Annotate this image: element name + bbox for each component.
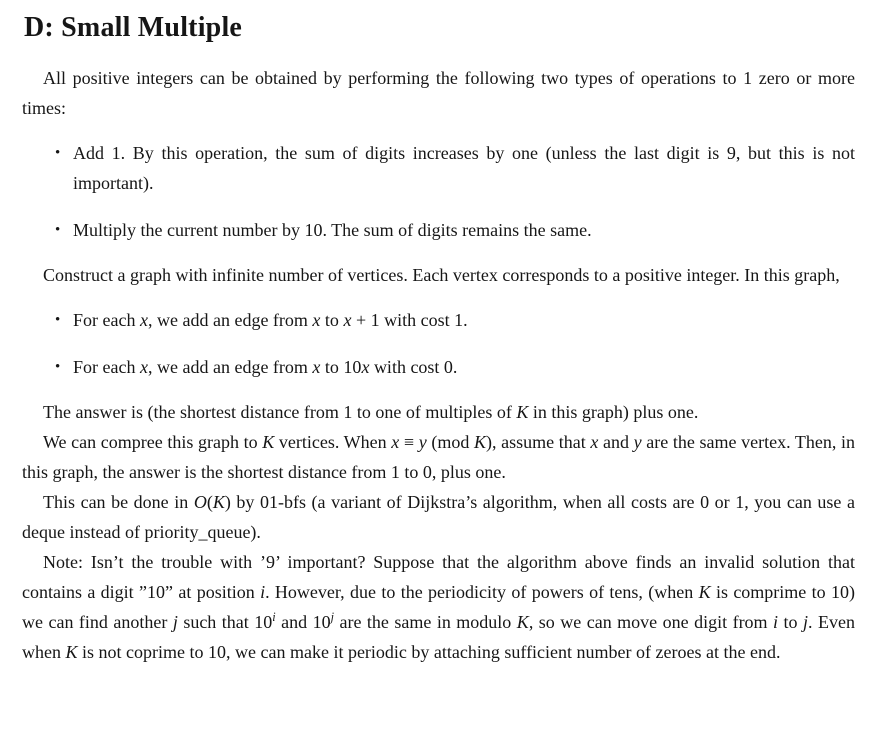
bullet-icon: • xyxy=(55,145,61,161)
answer-paragraph: The answer is (the shortest distance from 1 to one of multiples of K in this graph) plus one. xyxy=(43,402,699,422)
bullet-icon: • xyxy=(55,312,61,328)
bullet-icon: • xyxy=(55,359,61,375)
list-item-text: Add 1. By this operation, the sum of digits increases by one (unless the last digit is 9, but this is not important). xyxy=(73,143,855,193)
page-title: D: Small Multiple xyxy=(24,12,243,43)
note-paragraph: Note: Isn’t the trouble with ’9’ important? Suppose that the algorithm above finds an invalid solution that contains a digit ”10” at position i. However, due to the periodicity of powers of tens, (when K is comprime to 10) we can find another j such that 10$^i$ and 10$^j$ are the same in modulo K, so we can move one digit from i to j. Even when K is not coprime to 10, we can make it periodic by attaching sufficient number of zeroes at the end. xyxy=(22,552,855,662)
list-item-text: For each x, we add an edge from x to x + 1 with cost 1. xyxy=(73,310,468,330)
list-item-text: Multiply the current number by 10. The sum of digits remains the same. xyxy=(73,220,592,240)
list-item xyxy=(22,215,855,245)
list-item xyxy=(22,352,855,382)
operations-list xyxy=(22,138,855,245)
bfs-paragraph: This can be done in O(K) by 01-bfs (a variant of Dijkstra’s algorithm, when all costs are 0 or 1, you can use a deque instead of priority_queue). xyxy=(22,492,855,542)
graph-intro-paragraph: Construct a graph with infinite number of vertices. Each vertex corresponds to a positive integer. In this graph, xyxy=(43,265,840,285)
edges-list xyxy=(22,305,855,382)
list-item-text: For each x, we add an edge from x to 10x with cost 0. xyxy=(73,357,458,377)
list-item xyxy=(22,305,855,335)
bullet-icon: • xyxy=(55,222,61,238)
compress-paragraph: We can compree this graph to K vertices. When x ≡ y (mod K), assume that x and y are the same vertex. Then, in this graph, the answer is the shortest distance from 1 to 0, plus one. xyxy=(22,432,855,482)
list-item xyxy=(22,138,855,198)
intro-paragraph: All positive integers can be obtained by performing the following two types of operations to 1 zero or more times: xyxy=(22,68,855,118)
